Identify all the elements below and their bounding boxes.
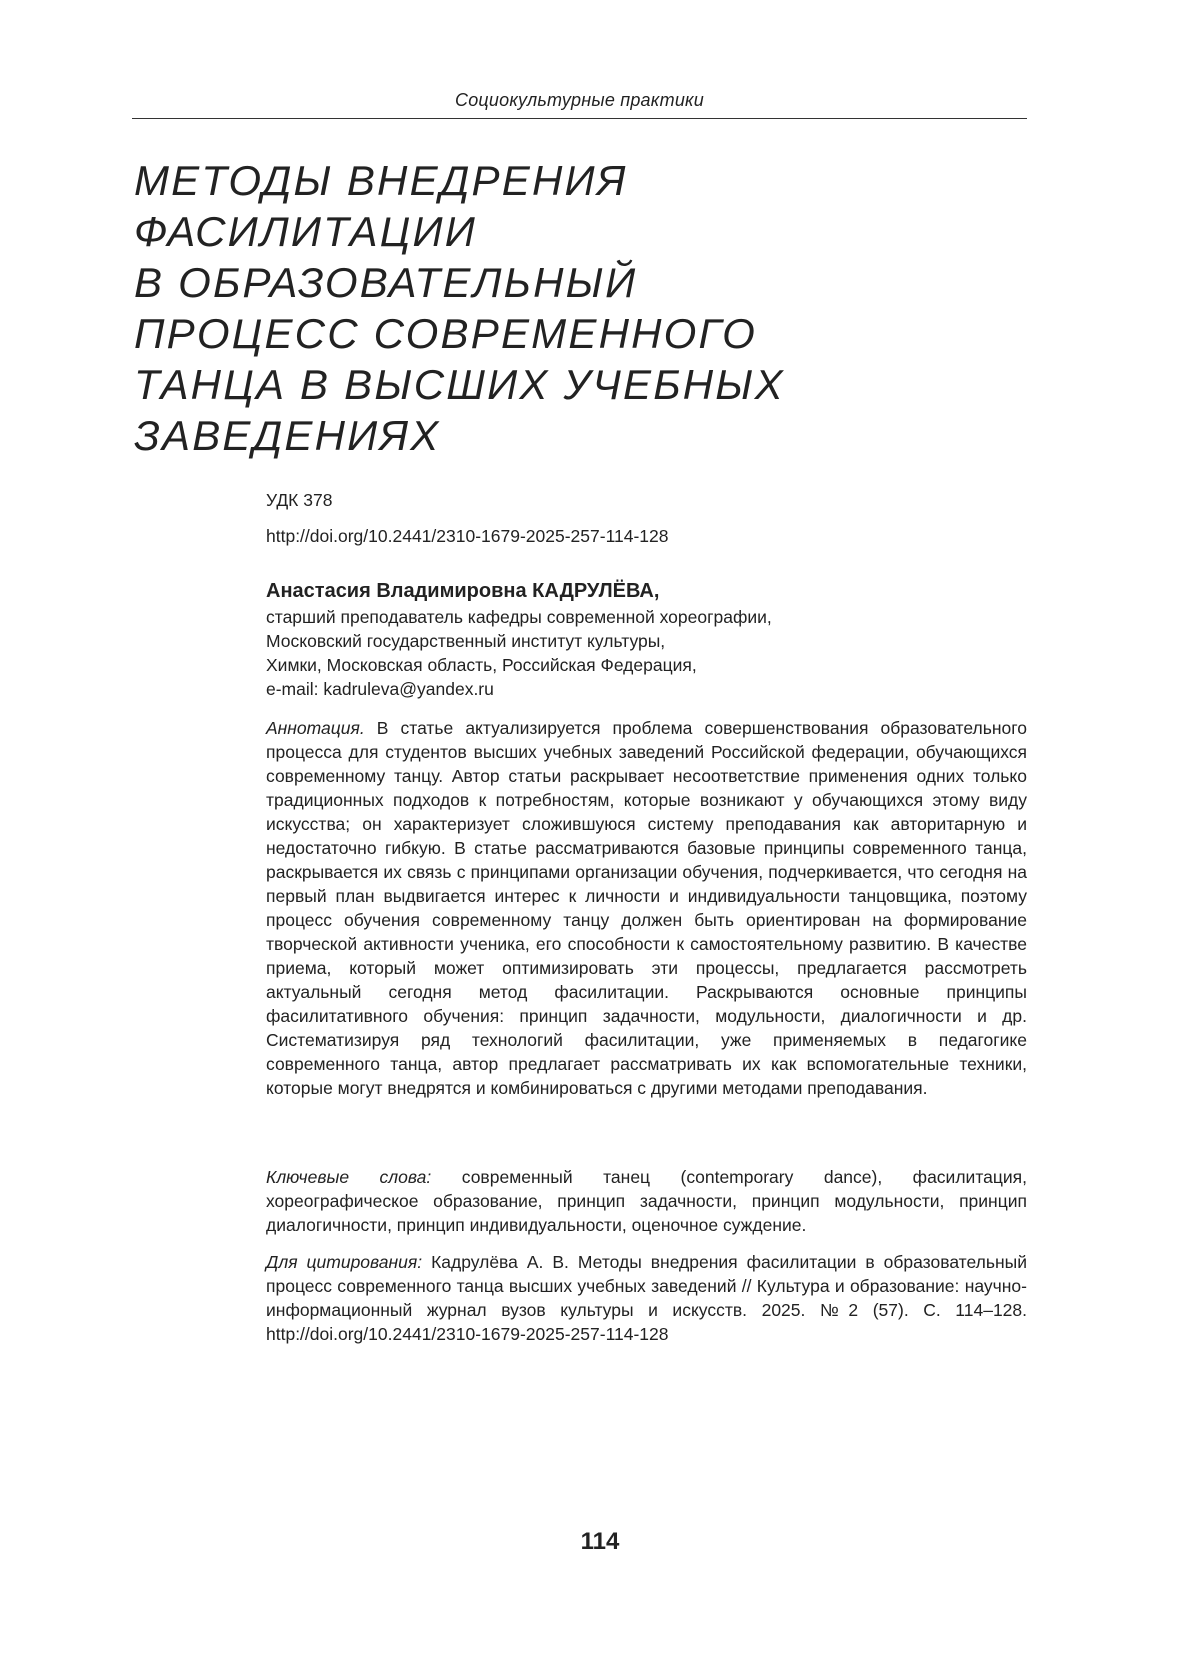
title-line: В ОБРАЗОВАТЕЛЬНЫЙ (134, 259, 638, 306)
page-number: 114 (580, 1528, 620, 1555)
author-email[interactable]: e-mail: kadruleva@yandex.ru (266, 679, 494, 699)
citation (266, 1250, 1027, 1346)
abstract-text: В статье актуализируется проблема совершенствования образовательного процесса для студентов высших учебных заведений Российской федерации, обучающихся современному танцу. Автор статьи раскрывает несоответствие применения одних только традиционных подходов к потребностям, которые возникают у обучающихся этому виду искусства; он характеризует сложившуюся систему преподавания как авторитарную и недостаточно гибкую. В статье рассматриваются базовые принципы современного танца, раскрывается их связь с принципами организации обучения, подчеркивается, что сегодня на первый план выдвигается интерес к личности и индивидуальности танцовщика, поэтому процесс обучения современному танцу должен быть ориентирован на формирование творческой активности ученика, его способности к самостоятельному развитию. В качестве приема, который может оптимизировать эти процессы, предлагается рассмотреть актуальный сегодня метод фасилитации. Раскрываются основные принципы фасилитативного обучения: принцип задачности, модульности, диалогичности и др. Систематизируя ряд технологий фасилитации, уже применяемых в педагогике современного танца, автор предлагает рассматривать их как вспомогательные техники, которые могут внедрятся и комбинироваться с другими методами преподавания. (266, 718, 1027, 1098)
abstract (266, 716, 1027, 1100)
author-institution: Московский государственный институт культуры, (266, 631, 666, 651)
author-position: старший преподаватель кафедры современной хореографии, (266, 607, 772, 627)
author-location: Химки, Московская область, Российская Федерация, (266, 655, 697, 675)
title-line: МЕТОДЫ ВНЕДРЕНИЯ (134, 157, 628, 204)
abstract-label: Аннотация. (266, 718, 365, 738)
title-line: ТАНЦА В ВЫСШИХ УЧЕБНЫХ (134, 361, 785, 408)
keywords-text: современный танец (contemporary dance), фасилитация, хореографическое образование, принцип задачности, принцип модульности, принцип диалогичности, принцип индивидуальности, оценочное суждение. (266, 1167, 1028, 1235)
citation-text: Кадрулёва А. В. Методы внедрения фасилитации в образовательный процесс современного танца высших учебных заведений // Культура и образование: научно-информационный журнал вузов культуры и искусств. 2025. №2 (57). С. 114–128. http://doi.org/10.2441/2310-1679-2025-257-114-128 (266, 1252, 1027, 1344)
author-name: Анастасия Владимировна КАДРУЛЁВА, (266, 580, 660, 602)
title-line: ЗАВЕДЕНИЯХ (134, 412, 441, 459)
running-head: Социокультурные практики (455, 90, 704, 110)
title-line: ПРОЦЕСС СОВРЕМЕННОГО (134, 310, 758, 357)
title-line: ФАСИЛИТАЦИИ (134, 208, 477, 255)
keywords (266, 1165, 1027, 1237)
keywords-label: Ключевые слова: (266, 1167, 432, 1187)
header-rule (132, 118, 1027, 119)
author-block (266, 578, 1027, 701)
citation-label: Для цитирования: (266, 1252, 423, 1272)
udk-code: УДК 378 (266, 490, 333, 510)
article-title (134, 155, 854, 461)
doi-link[interactable]: http://doi.org/10.2441/2310-1679-2025-257-114-128 (266, 526, 669, 546)
